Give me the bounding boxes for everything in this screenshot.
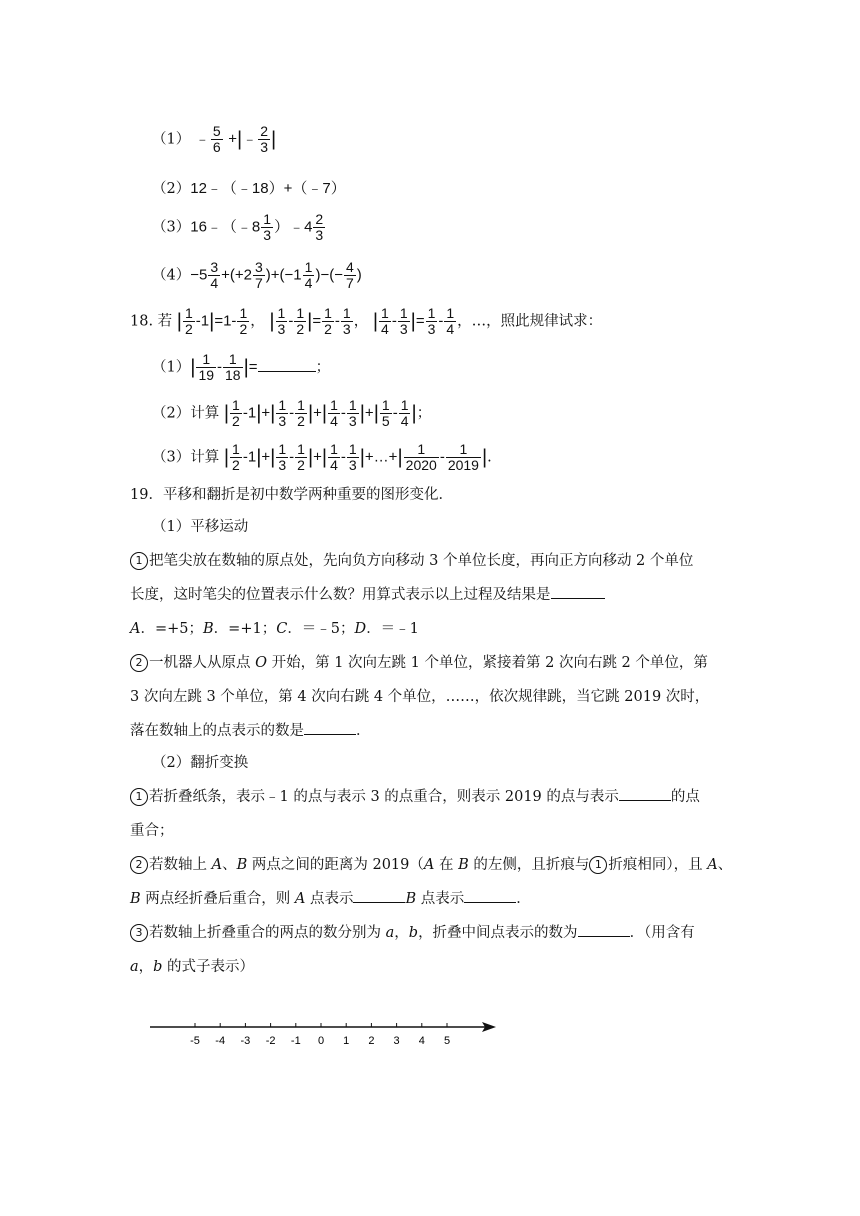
q18-part1: （1）| $\frac{1}{19}$ - $\frac{1}{18}$ |= ；: [152, 351, 331, 383]
fraction: $\frac{3}{4}$: [210, 259, 219, 291]
number-line-tick-label: 4: [418, 1035, 425, 1047]
number-line-tick-label: -4: [215, 1035, 226, 1047]
answer-blank[interactable]: [304, 720, 356, 735]
number-line-tick-label: 0: [317, 1035, 325, 1047]
number-line-tick-label: 3: [393, 1035, 400, 1047]
q19-s1-item1-line1: 1 把笔尖放在数轴的原点处，先向负方向移动 3 个单位长度，再向正方向移动 2 个单位: [130, 550, 693, 572]
q19-section2-title: （2）翻折变换: [152, 755, 249, 771]
number-line-tick-label: -2: [265, 1035, 276, 1047]
number-line-tick-label: -5: [190, 1035, 200, 1047]
number-line-tick-label: 5: [443, 1035, 451, 1047]
fraction: $\frac{2}{3}$: [315, 211, 324, 243]
q18-part2: （2）计算 | $\frac{1}{2}$ -1|+| $\frac{1}{3}$ - $\frac{1}{2}$ |+| $\frac{1}{4}$ - $\frac{1}{3}$ |+| $\frac{1}{5}$ - $\frac{1}{4}$ |；: [152, 397, 432, 429]
fraction: $\frac{5}{6}$: [212, 123, 221, 155]
q19-section1-title: （1）平移运动: [152, 519, 249, 535]
fraction: $\frac{2}{3}$: [260, 123, 269, 155]
q19-s1-item2-line3: 落在数轴上的点表示的数是 ．: [130, 720, 371, 742]
q17-part3: （3）16﹣（﹣8 $\frac{1}{3}$ ）﹣4 $\frac{2}{3}$: [152, 211, 324, 243]
number-line-tick-label: -3: [240, 1035, 251, 1047]
q19-s2-item1-line2: 重合；: [130, 823, 174, 839]
answer-blank[interactable]: [619, 786, 671, 801]
fraction: $\frac{3}{7}$: [255, 259, 263, 291]
answer-blank[interactable]: [258, 357, 316, 372]
q19-choices: A．=+5；B．=+1；C．＝﹣5；D．＝﹣1: [130, 621, 419, 637]
number-line-tick-label: 2: [368, 1035, 375, 1047]
q18-number: 18.: [130, 313, 154, 330]
answer-blank[interactable]: [551, 584, 605, 599]
fraction: $\frac{4}{7}$: [345, 259, 354, 291]
q19-s2-item2-line2: B 两点经折叠后重合，则 A 点表示 B 点表示 ．: [130, 888, 531, 910]
fraction: $\frac{1}{3}$: [263, 211, 272, 243]
q19-s1-item2-line2: 3 次向左跳 3 个单位，第 4 次向右跳 4 个单位，……，依次规律跳，当它跳 2019 次时，: [130, 689, 710, 705]
q19-s1-item1-line2: 长度，这时笔尖的位置表示什么数？用算式表示以上过程及结果是: [130, 584, 605, 606]
answer-blank[interactable]: [353, 888, 405, 903]
number-line-tick-label: 1: [343, 1035, 350, 1047]
q18-part3: （3）计算 | $\frac{1}{2}$ -1|+| $\frac{1}{3}$ - $\frac{1}{2}$ |+| $\frac{1}{4}$ - $\frac{1}{3}$ |+…+| $\frac{1}{2020}$ - $\frac{1}{2019}$ |.: [152, 441, 492, 473]
number-line-tick-label: -1: [290, 1035, 301, 1047]
fraction: $\frac{1}{4}$: [304, 259, 313, 291]
q19-s2-item3-line1: 3 若数轴上折叠重合的两点的数分别为 a，b，折叠中间点表示的数为 ．（用含有: [130, 922, 695, 944]
answer-blank[interactable]: [464, 888, 516, 903]
q19-s2-item1-line1: 1 若折叠纸条，表示﹣1 的点与表示 3 的点重合，则表示 2019 的点与表示 的点: [130, 786, 700, 808]
number-line: [140, 1018, 510, 1052]
q19-s2-item3-line2: a，b 的式子表示）: [130, 959, 255, 975]
q18-rule: 18. 若 | $\frac{1}{2}$ -1|=1- $\frac{1}{2}$ ， | $\frac{1}{3}$ - $\frac{1}{2}$ |= $\frac{1}{2}$ - $\frac{1}{3}$ ， | $\frac{1}{4}$ - $\frac{1}{3}$ |= $\frac{1}{3}$ - $\frac{1}{4}$ ，…，照此规律试求：: [130, 305, 603, 337]
answer-blank[interactable]: [578, 922, 630, 937]
q17-part1: （1） ﹣ $\frac{5}{6}$ +|﹣ $\frac{2}{3}$ |: [152, 123, 277, 155]
q17-part1-label: （1）: [152, 131, 191, 148]
q17-part4: （4）−5 $\frac{3}{4}$ +(+2 $\frac{3}{7}$ )+(−1 $\frac{1}{4}$ )−(− $\frac{4}{7}$ ): [152, 259, 362, 291]
q19-s2-item2-line1: 2 若数轴上 A、B 两点之间的距离为 2019（A 在 B 的左侧，且折痕与 1 折痕相同），且 A、: [130, 854, 732, 876]
q17-part2: （2）12﹣（﹣18）+（﹣7）: [152, 180, 346, 197]
q19-intro: 19．平移和翻折是初中数学两种重要的图形变化．: [130, 487, 453, 503]
q19-s1-item2-line1: 2 一机器人从原点 O 开始，第 1 次向左跳 1 个单位，紧接着第 2 次向右跳 2 个单位，第: [130, 652, 708, 674]
